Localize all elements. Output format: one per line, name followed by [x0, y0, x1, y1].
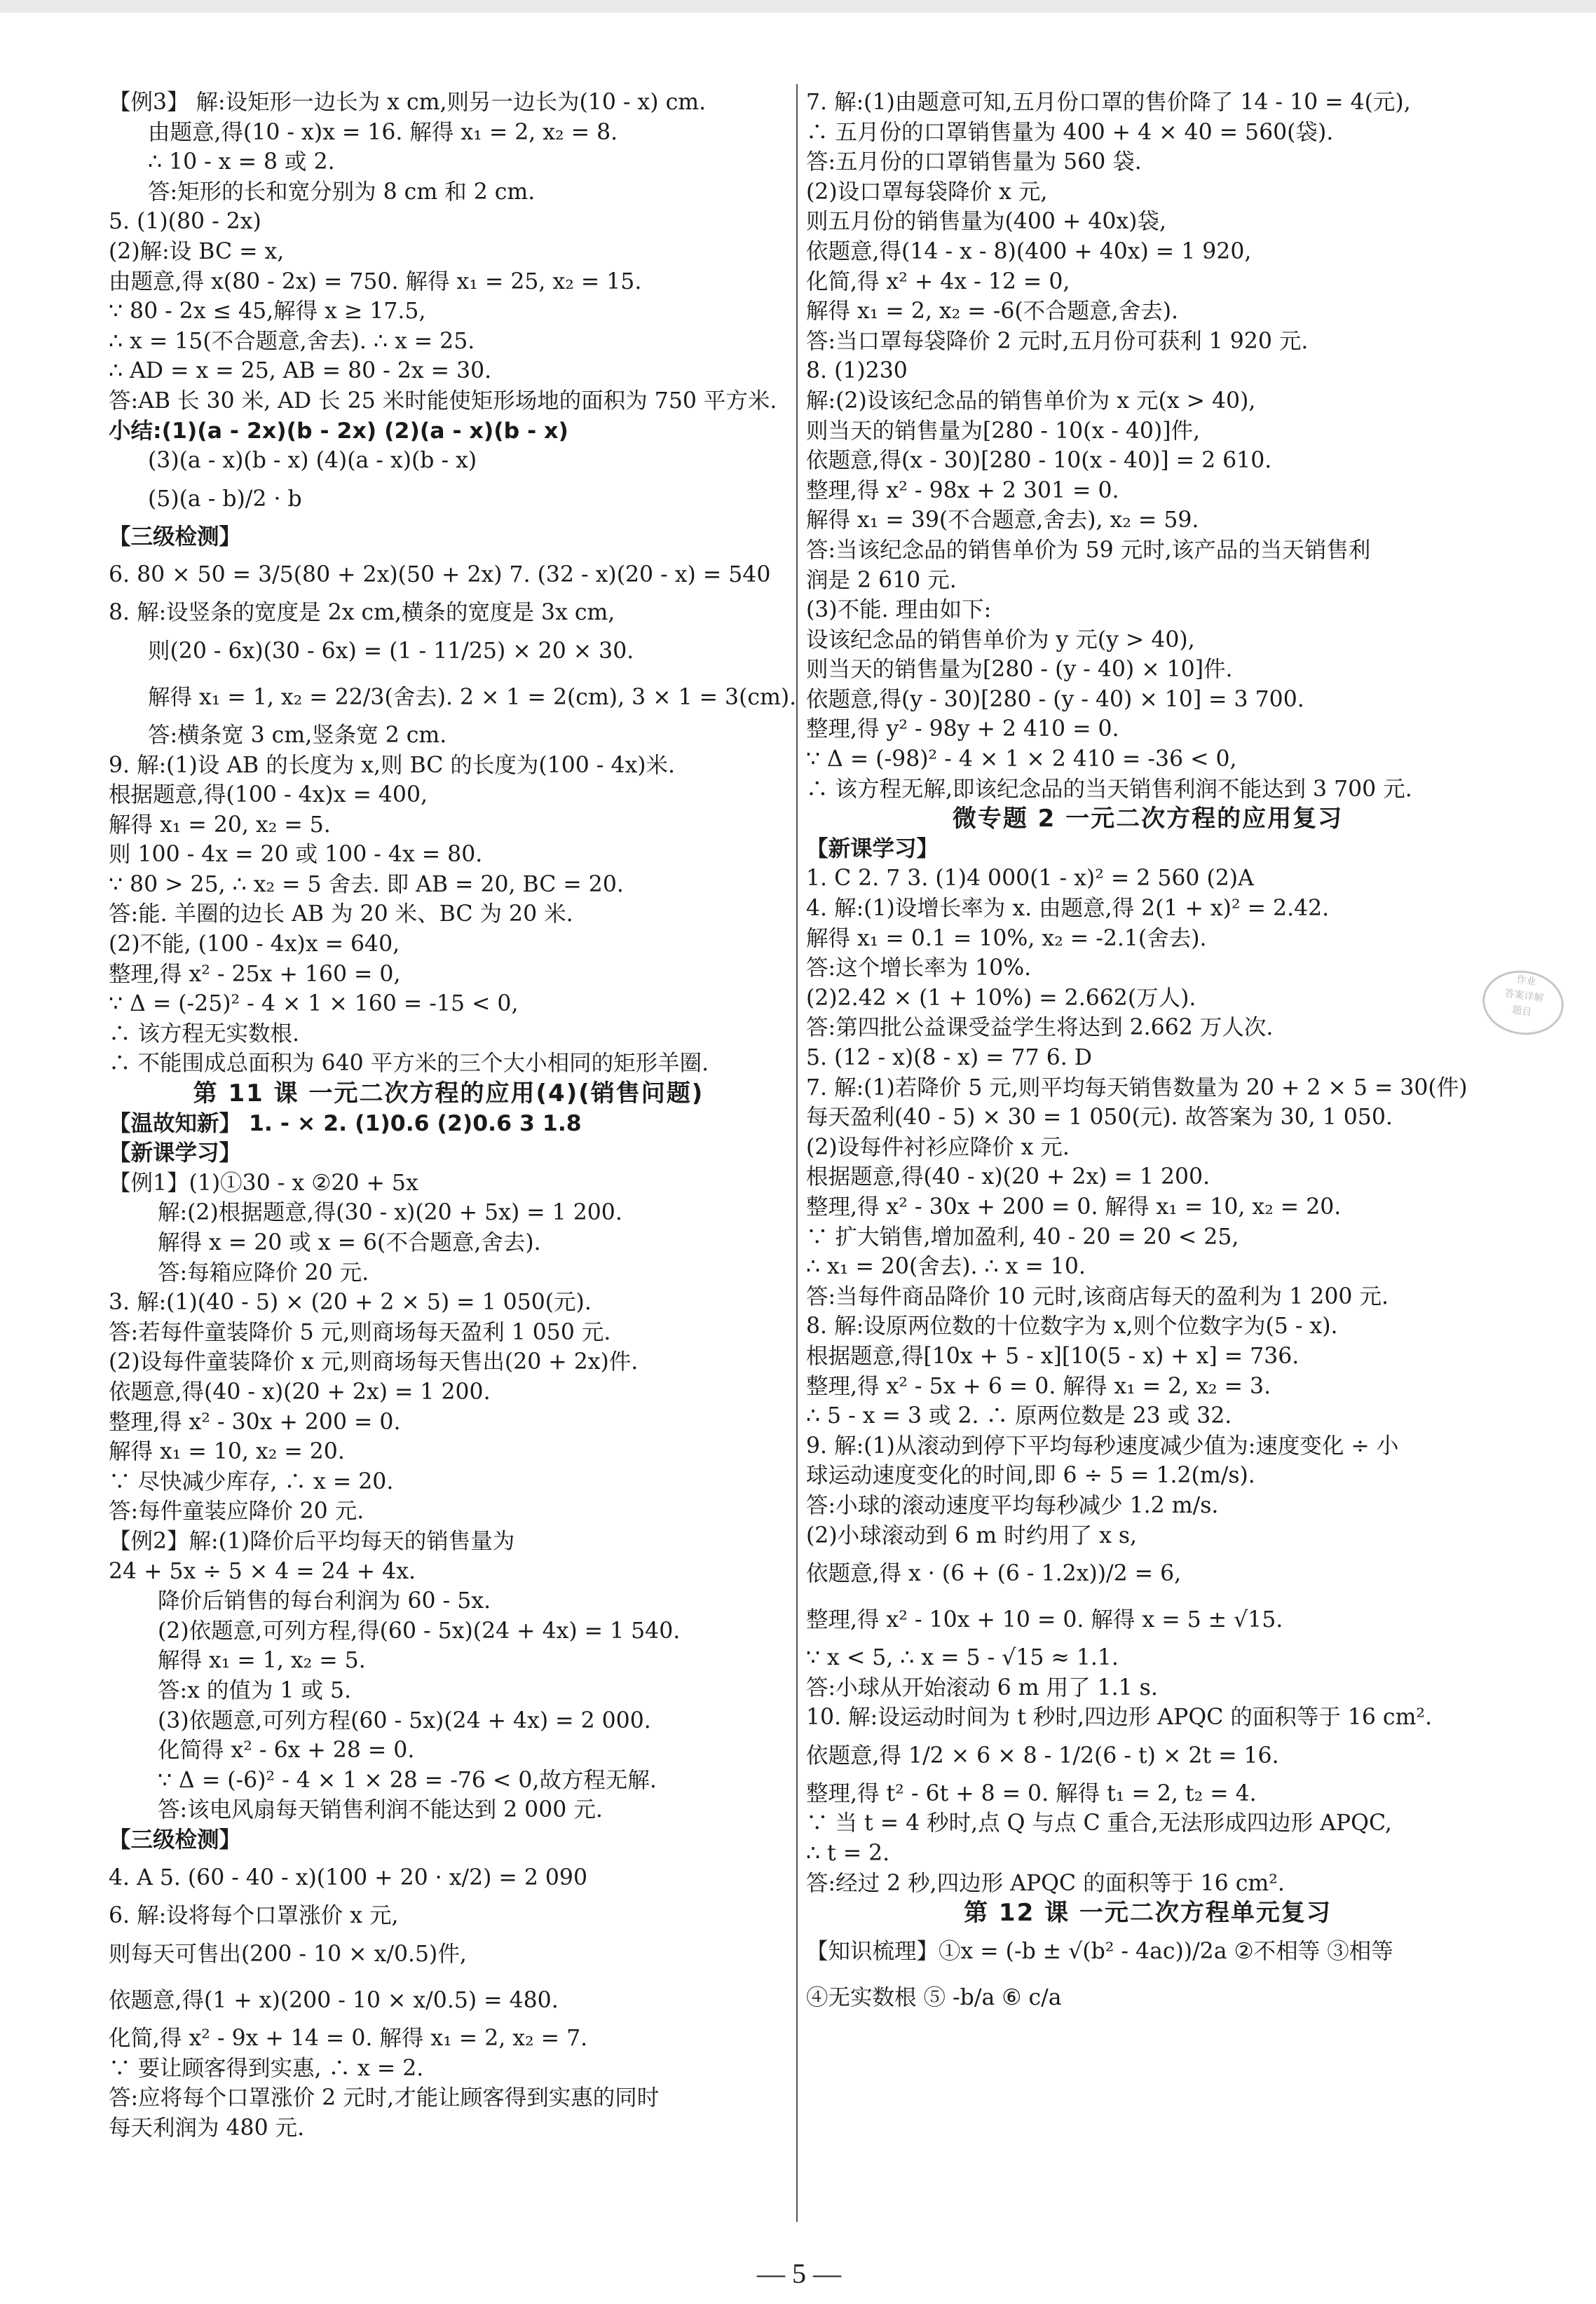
text-line: 设该纪念品的销售单价为 y 元(y > 40), [806, 627, 1195, 653]
text-line: 答:第四批公益课受益学生将达到 2.662 万人次. [806, 1015, 1274, 1041]
text-line: ∵ Δ = (-25)² - 4 × 1 × 160 = -15 < 0, [109, 991, 519, 1017]
text-line: (3)依题意,可列方程(60 - 5x)(24 + 4x) = 2 000. [158, 1707, 651, 1733]
text-line: ∴ 该方程无实数根. [109, 1021, 300, 1047]
text-line: 由题意,得 x(80 - 2x) = 750. 解得 x₁ = 25, x₂ = 15. [109, 268, 642, 294]
text-line: 答:该电风扇每天销售利润不能达到 2 000 元. [158, 1797, 603, 1823]
text-line: (2)小球滚动到 6 m 时约用了 x s, [806, 1522, 1138, 1548]
page-edge [0, 0, 1596, 13]
text-line: 答:当该纪念品的销售单价为 59 元时,该产品的当天销售利 [806, 537, 1371, 563]
text-line: ∵ Δ = (-6)² - 4 × 1 × 28 = -76 < 0,故方程无解. [158, 1767, 657, 1793]
stamp-text: 答案详解 [1503, 988, 1545, 1004]
section-heading: 【新课学习】 [109, 1140, 242, 1166]
text-line: 4. A 5. (60 - 40 - x)(100 + 20 · x/2) = 2 090 [109, 1865, 588, 1891]
text-line: 则每天可售出(200 - 10 × x/0.5)件, [109, 1942, 467, 1968]
text-line: ∴ 该方程无解,即该纪念品的当天销售利润不能达到 3 700 元. [806, 776, 1412, 802]
text-line: 解得 x₁ = 2, x₂ = -6(不合题意,舍去). [806, 299, 1178, 325]
text-line: 整理,得 t² - 6t + 8 = 0. 解得 t₁ = 2, t₂ = 4. [806, 1780, 1257, 1806]
special-topic-2-title: 微专题 2 一元二次方程的应用复习 [952, 805, 1344, 833]
text-line: (3)不能. 理由如下: [806, 597, 992, 623]
text-line: 整理,得 x² - 5x + 6 = 0. 解得 x₁ = 2, x₂ = 3. [806, 1373, 1271, 1399]
text-line: 答:当口罩每袋降价 2 元时,五月份可获利 1 920 元. [806, 328, 1309, 354]
text-line: 4. 解:(1)设增长率为 x. 由题意,得 2(1 + x)² = 2.42. [806, 896, 1330, 922]
text-line: 解得 x₁ = 10, x₂ = 20. [109, 1439, 345, 1465]
text-line: 依题意,得(14 - x - 8)(400 + 40x) = 1 920, [806, 238, 1252, 264]
text-line: 3. 解:(1)(40 - 5) × (20 + 2 × 5) = 1 050(元). [109, 1290, 592, 1316]
text-line: 24 + 5x ÷ 5 × 4 = 24 + 4x. [109, 1558, 416, 1584]
stamp-text: 题目 [1511, 1004, 1533, 1018]
text-line: 球运动速度变化的时间,即 6 ÷ 5 = 1.2(m/s). [806, 1463, 1255, 1489]
text-line: 9. 解:(1)设 AB 的长度为 x,则 BC 的长度为(100 - 4x)米. [109, 752, 676, 778]
text-line: (5)(a - b)/2 · b [148, 486, 302, 512]
text-line: (2)依题意,可列方程,得(60 - 5x)(24 + 4x) = 1 540. [158, 1618, 681, 1644]
text-line: 答:若每件童装降价 5 元,则商场每天盈利 1 050 元. [109, 1319, 611, 1345]
text-line: 整理,得 y² - 98y + 2 410 = 0. [806, 716, 1119, 742]
text-line: 8. 解:设原两位数的十位数字为 x,则个位数字为(5 - x). [806, 1314, 1338, 1340]
right-column [806, 88, 1489, 2021]
text-line: 答:这个增长率为 10%. [806, 955, 1032, 981]
text-line: 依题意,得(1 + x)(200 - 10 × x/0.5) = 480. [109, 1988, 559, 2014]
text-line: 答:经过 2 秒,四边形 APQC 的面积等于 16 cm². [806, 1870, 1285, 1896]
left-column [109, 88, 797, 2143]
text-line: 依题意,得 x · (6 + (6 - 1.2x))/2 = 6, [806, 1561, 1182, 1587]
text-line: 化简,得 x² - 9x + 14 = 0. 解得 x₁ = 2, x₂ = 7. [109, 2026, 588, 2052]
text-line: 【例3】 解:设矩形一边长为 x cm,则另一边长为(10 - x) cm. [109, 90, 707, 115]
text-line: ∵ 尽快减少库存, ∴ x = 20. [109, 1468, 394, 1494]
text-line: 解得 x₁ = 1, x₂ = 22/3(舍去). 2 × 1 = 2(cm), 3 × 1 = 3(cm). [148, 684, 797, 710]
text-line: ∵ 80 - 2x ≤ 45,解得 x ≥ 17.5, [109, 299, 426, 325]
text-line: 【例2】解:(1)降价后平均每天的销售量为 [109, 1528, 515, 1554]
text-line: 依题意,得(y - 30)[280 - (y - 40) × 10] = 3 700. [806, 686, 1304, 712]
text-line: ∴ 5 - x = 3 或 2. ∴ 原两位数是 23 或 32. [806, 1403, 1232, 1429]
text-line: 解得 x₁ = 39(不合题意,舍去), x₂ = 59. [806, 507, 1199, 533]
text-line: 则(20 - 6x)(30 - 6x) = (1 - 11/25) × 20 × 30. [148, 638, 634, 664]
section-heading: 【温故知新】 1. - × 2. (1)0.6 (2)0.6 3 1.8 [109, 1110, 582, 1136]
text-line: 答:当每件商品降价 10 元时,该商店每天的盈利为 1 200 元. [806, 1283, 1389, 1309]
text-line: 整理,得 x² - 30x + 200 = 0. 解得 x₁ = 10, x₂ = 20. [806, 1194, 1342, 1220]
section-heading: 【三级检测】 [109, 524, 242, 550]
text-line: 答:矩形的长和宽分别为 8 cm 和 2 cm. [148, 179, 536, 205]
text-line: ∵ Δ = (-98)² - 4 × 1 × 2 410 = -36 < 0, [806, 747, 1237, 772]
text-line: 答:小球的滚动速度平均每秒减少 1.2 m/s. [806, 1492, 1219, 1518]
text-line: ④无实数根 ⑤ -b/a ⑥ c/a [806, 1984, 1062, 2010]
text-line: (2)2.42 × (1 + 10%) = 2.662(万人). [806, 985, 1196, 1011]
text-line: 答:五月份的口罩销售量为 560 袋. [806, 149, 1142, 175]
text-line: 5. (12 - x)(8 - x) = 77 6. D [806, 1045, 1093, 1070]
text-line: 根据题意,得[10x + 5 - x][10(5 - x) + x] = 736. [806, 1343, 1300, 1369]
text-line: ∴ 五月份的口罩销售量为 400 + 4 × 40 = 560(袋). [806, 119, 1334, 145]
text-line: 润是 2 610 元. [806, 567, 957, 593]
text-line: 8. (1)230 [806, 358, 908, 384]
text-line: 依题意,得 1/2 × 6 × 8 - 1/2(6 - t) × 2t = 16. [806, 1743, 1279, 1768]
text-line: 10. 解:设运动时间为 t 秒时,四边形 APQC 的面积等于 16 cm². [806, 1705, 1433, 1731]
text-line: (2)设每件童装降价 x 元,则商场每天售出(20 + 2x)件. [109, 1349, 639, 1375]
text-line: 整理,得 x² - 98x + 2 301 = 0. [806, 477, 1119, 503]
text-line: ∵ 80 > 25, ∴ x₂ = 5 舍去. 即 AB = 20, BC = 20. [109, 871, 624, 897]
text-line: 【例1】(1)①30 - x ②20 + 5x [109, 1170, 418, 1196]
text-line: 答:x 的值为 1 或 5. [158, 1677, 352, 1703]
text-line: 化简得 x² - 6x + 28 = 0. [158, 1738, 415, 1764]
text-line: 7. 解:(1)由题意可知,五月份口罩的售价降了 14 - 10 = 4(元), [806, 90, 1411, 115]
text-line: 解得 x₁ = 0.1 = 10%, x₂ = -2.1(舍去). [806, 925, 1207, 951]
summary-heading: 小结:(1)(a - 2x)(b - 2x) (2)(a - x)(b - x) [109, 418, 568, 444]
text-line: 答:AB 长 30 米, AD 长 25 米时能使矩形场地的面积为 750 平方米. [109, 388, 777, 414]
text-line: 每天利润为 480 元. [109, 2115, 305, 2141]
text-line: 化简,得 x² + 4x - 12 = 0, [806, 268, 1070, 294]
text-line: 【知识梳理】①x = (-b ± √(b² - 4ac))/2a ②不相等 ③相等 [806, 1938, 1393, 1964]
text-line: 依题意,得(40 - x)(20 + 2x) = 1 200. [109, 1379, 491, 1405]
text-line: ∴ x₁ = 20(舍去). ∴ x = 10. [806, 1254, 1086, 1280]
text-line: (2)解:设 BC = x, [109, 238, 285, 264]
text-line: 解得 x₁ = 20, x₂ = 5. [109, 812, 331, 838]
text-line: ∴ 不能围成总面积为 640 平方米的三个大小相同的矩形羊圈. [109, 1051, 709, 1077]
text-line: 整理,得 x² - 30x + 200 = 0. [109, 1409, 401, 1435]
text-line: ∵ 当 t = 4 秒时,点 Q 与点 C 重合,无法形成四边形 APQC, [806, 1811, 1392, 1836]
text-line: 8. 解:设竖条的宽度是 2x cm,横条的宽度是 3x cm, [109, 600, 615, 626]
text-line: ∴ t = 2. [806, 1841, 890, 1867]
text-line: ∵ x < 5, ∴ x = 5 - √15 ≈ 1.1. [806, 1645, 1119, 1671]
text-line: 5. (1)(80 - 2x) [109, 209, 261, 235]
text-line: 6. 80 × 50 = 3/5(80 + 2x)(50 + 2x) 7. (32 - x)(20 - x) = 540 [109, 562, 771, 588]
text-line: ∴ x = 15(不合题意,舍去). ∴ x = 25. [109, 328, 475, 354]
text-line: 则 100 - 4x = 20 或 100 - 4x = 80. [109, 842, 483, 868]
text-line: 答:小球从开始滚动 6 m 用了 1.1 s. [806, 1675, 1158, 1700]
text-line: 答:每箱应降价 20 元. [158, 1260, 369, 1286]
text-line: 9. 解:(1)从滚动到停下平均每秒速度减少值为:速度变化 ÷ 小 [806, 1433, 1399, 1459]
text-line: 依题意,得(x - 30)[280 - 10(x - 40)] = 2 610. [806, 448, 1272, 474]
column-divider [796, 84, 798, 2222]
text-line: 解得 x = 20 或 x = 6(不合题意,舍去). [158, 1230, 541, 1255]
text-line: 解:(2)根据题意,得(30 - x)(20 + 5x) = 1 200. [158, 1200, 622, 1226]
text-line: 根据题意,得(40 - x)(20 + 2x) = 1 200. [806, 1164, 1210, 1190]
text-line: 1. C 2. 7 3. (1)4 000(1 - x)² = 2 560 (2)A [806, 866, 1254, 892]
text-line: 答:每件童装应降价 20 元. [109, 1499, 364, 1525]
text-line: ∴ AD = x = 25, AB = 80 - 2x = 30. [109, 358, 492, 384]
text-line: 则当天的销售量为[280 - (y - 40) × 10]件. [806, 657, 1233, 683]
homework-stamp [1478, 965, 1568, 1039]
text-line: 6. 解:设将每个口罩涨价 x 元, [109, 1903, 399, 1929]
text-line: (3)(a - x)(b - x) (4)(a - x)(b - x) [148, 448, 477, 474]
text-line: 整理,得 x² - 10x + 10 = 0. 解得 x = 5 ± √15. [806, 1607, 1283, 1633]
text-line: 答:能. 羊圈的边长 AB 为 20 米、BC 为 20 米. [109, 901, 573, 927]
text-line: 解:(2)设该纪念品的销售单价为 x 元(x > 40), [806, 388, 1256, 414]
section-heading: 【三级检测】 [109, 1827, 242, 1853]
text-line: ∴ 10 - x = 8 或 2. [148, 149, 335, 175]
text-line: 降价后销售的每台利润为 60 - 5x. [158, 1588, 491, 1614]
text-line: 整理,得 x² - 25x + 160 = 0, [109, 961, 401, 987]
text-line: 由题意,得(10 - x)x = 16. 解得 x₁ = 2, x₂ = 8. [148, 119, 618, 145]
lesson-11-title: 第 11 课 一元二次方程的应用(4)(销售问题) [193, 1079, 704, 1108]
page-number: — 5 — [757, 2258, 841, 2289]
text-line: (2)设口罩每袋降价 x 元, [806, 179, 1048, 205]
text-line: 解得 x₁ = 1, x₂ = 5. [158, 1648, 366, 1674]
text-line: 答:应将每个口罩涨价 2 元时,才能让顾客得到实惠的同时 [109, 2085, 660, 2111]
text-line: 则当天的销售量为[280 - 10(x - 40)]件, [806, 418, 1201, 444]
stamp-text: 作业 [1515, 974, 1537, 988]
text-line: 7. 解:(1)若降价 5 元,则平均每天销售数量为 20 + 2 × 5 = 30(件) [806, 1075, 1468, 1100]
text-line: (2)不能, (100 - 4x)x = 640, [109, 932, 400, 957]
text-line: (2)设每件衬衫应降价 x 元. [806, 1134, 1070, 1160]
text-line: ∵ 要让顾客得到实惠, ∴ x = 2. [109, 2055, 424, 2081]
lesson-12-title: 第 12 课 一元二次方程单元复习 [964, 1899, 1332, 1928]
section-heading: 【新课学习】 [806, 836, 939, 861]
text-line: ∵ 扩大销售,增加盈利, 40 - 20 = 20 < 25, [806, 1224, 1239, 1250]
text-line: 答:横条宽 3 cm,竖条宽 2 cm. [148, 722, 447, 748]
text-line: 根据题意,得(100 - 4x)x = 400, [109, 782, 428, 808]
text-line: 则五月份的销售量为(400 + 40x)袋, [806, 209, 1166, 235]
text-line: 每天盈利(40 - 5) × 30 = 1 050(元). 故答案为 30, 1 050. [806, 1105, 1393, 1131]
